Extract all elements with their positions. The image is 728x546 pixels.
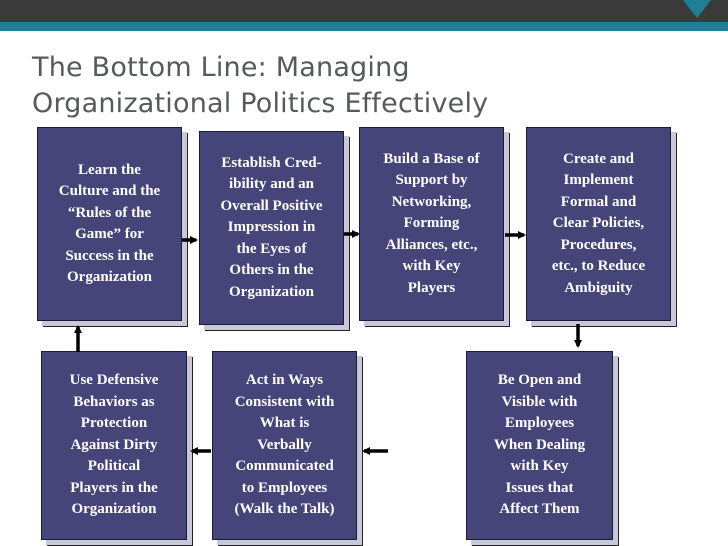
step-build-support-text: Build a Base of Support by Networking, Forming Alliances, etc., with Key Players (383, 150, 480, 296)
title-line-1: The Bottom Line: Managing (32, 52, 410, 83)
step-defensive-behaviors-text: Use Defensive Behaviors as Protection Against Dirty Political Players in the Organization (69, 372, 159, 518)
step-establish-credibility-text: Establish Cred- ibility and an Overall Positive Impression in the Eyes of Others in the Organization (220, 154, 323, 300)
step-act-consistently-text: Act in Ways Consistent with What is Verbally Communicated to Employees (Walk the Talk) (234, 372, 335, 518)
step-create-policies-text: Create and Implement Formal and Clear Policies, Procedures, etc., to Reduce Ambiguity (551, 150, 646, 296)
step-be-open-text: Be Open and Visible with Employees When Dealing with Key Issues that Affect Them (493, 372, 586, 518)
title-line-2: Organizational Politics Effectively (32, 88, 489, 119)
step-learn-culture-text: Learn the Culture and the “Rules of the Game” for Success in the Organization (58, 161, 161, 285)
